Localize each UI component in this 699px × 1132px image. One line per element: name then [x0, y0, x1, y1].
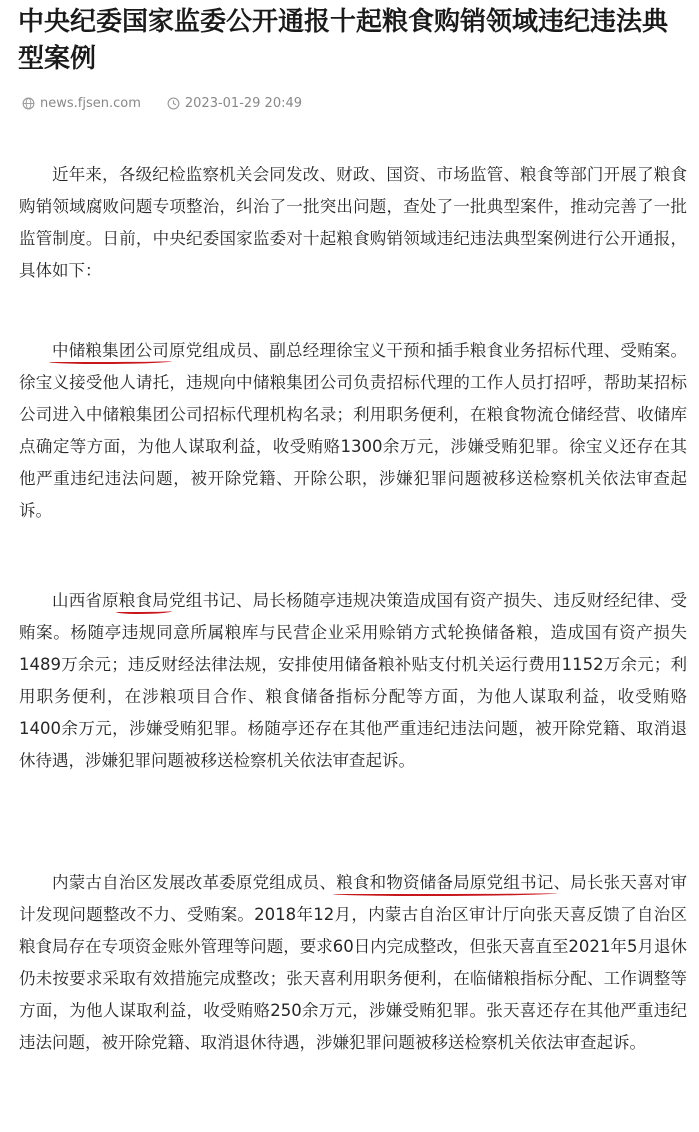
source-item[interactable]	[22, 96, 141, 111]
paragraph-intro: 近年来，各级纪检监察机关会同发改、财政、国资、市场监管、粮食等部门开展了粮食购销领域腐败问题专项整治，纠治了一批突出问题，查处了一批典型案件，推动完善了一批监管制度。日前，中央纪委国家监委对十起粮食购销领域违纪违法典型案例进行公开通报，具体如下：	[19, 165, 687, 280]
paragraph-case-1	[19, 335, 687, 527]
time-text: 2023-01-29 20:49	[184, 95, 303, 111]
article-meta	[22, 92, 302, 114]
underlined-mark: 粮食和物资储备局原党组书记	[336, 873, 554, 892]
time-item	[167, 96, 302, 111]
paragraph-case-3	[19, 867, 687, 1059]
paragraph-text: 党组书记、局长杨随亭违规决策造成国有资产损失、违反财经纪律、受贿案。杨随亭违规同意所属粮库与民营企业采用赊销方式轮换储备粮，造成国有资产损失1489万余元；违反财经法律法规，安排使用储备粮补贴支付机关运行费用1152万余元；利用职务便利，在涉粮项目合作、粮食储备指标分配等方面，为他人谋取利益，收受贿赂1400余万元，涉嫌受贿犯罪。杨随亭还存在其他严重违纪违法问题，被开除党籍、取消退休待遇，涉嫌犯罪问题被移送检察机关依法审查起诉。	[19, 591, 688, 770]
paragraph-text: 山西省原	[52, 591, 119, 610]
paragraph-text: 内蒙古自治区发展改革委原党组成员、	[52, 873, 337, 892]
globe-icon	[22, 97, 35, 110]
underlined-mark: 粮食局	[118, 591, 170, 610]
underlined-mark: 中储粮集团公司	[52, 341, 170, 360]
paragraph-text: 、局长张天喜对审计发现问题整改不力、受贿案。2018年12月，内蒙古自治区审计厅向张天喜反馈了自治区粮食局存在专项资金账外管理等问题，要求60日内完成整改，但张天喜直至2021年5月退休仍未按要求采取有效措施完成整改；张天喜利用职务便利，在临储粮指标分配、工作调整等方面，为他人谋取利益，收受贿赂250余万元，涉嫌受贿犯罪。张天喜还存在其他严重违纪违法问题，被开除党籍、取消退休待遇，涉嫌犯罪问题被移送检察机关依法审查起诉。	[19, 873, 688, 1052]
paragraph-text: 原党组成员、副总经理徐宝义干预和插手粮食业务招标代理、受贿案。徐宝义接受他人请托，违规向中储粮集团公司负责招标代理的工作人员打招呼，帮助某招标公司进入中储粮集团公司招标代理机构名录；利用职务便利，在粮食物流仓储经营、收储库点确定等方面，为他人谋取利益，收受贿赂1300余万元，涉嫌受贿犯罪。徐宝义还存在其他严重违纪违法问题，被开除党籍、开除公职，涉嫌犯罪问题被移送检察机关依法审查起诉。	[19, 341, 688, 520]
source-text: news.fjsen.com	[40, 95, 141, 111]
article-title: 中央纪委国家监委公开通报十起粮食购销领域违纪违法典型案例	[18, 7, 669, 74]
paragraph-case-2	[19, 585, 687, 777]
clock-icon	[167, 97, 180, 110]
